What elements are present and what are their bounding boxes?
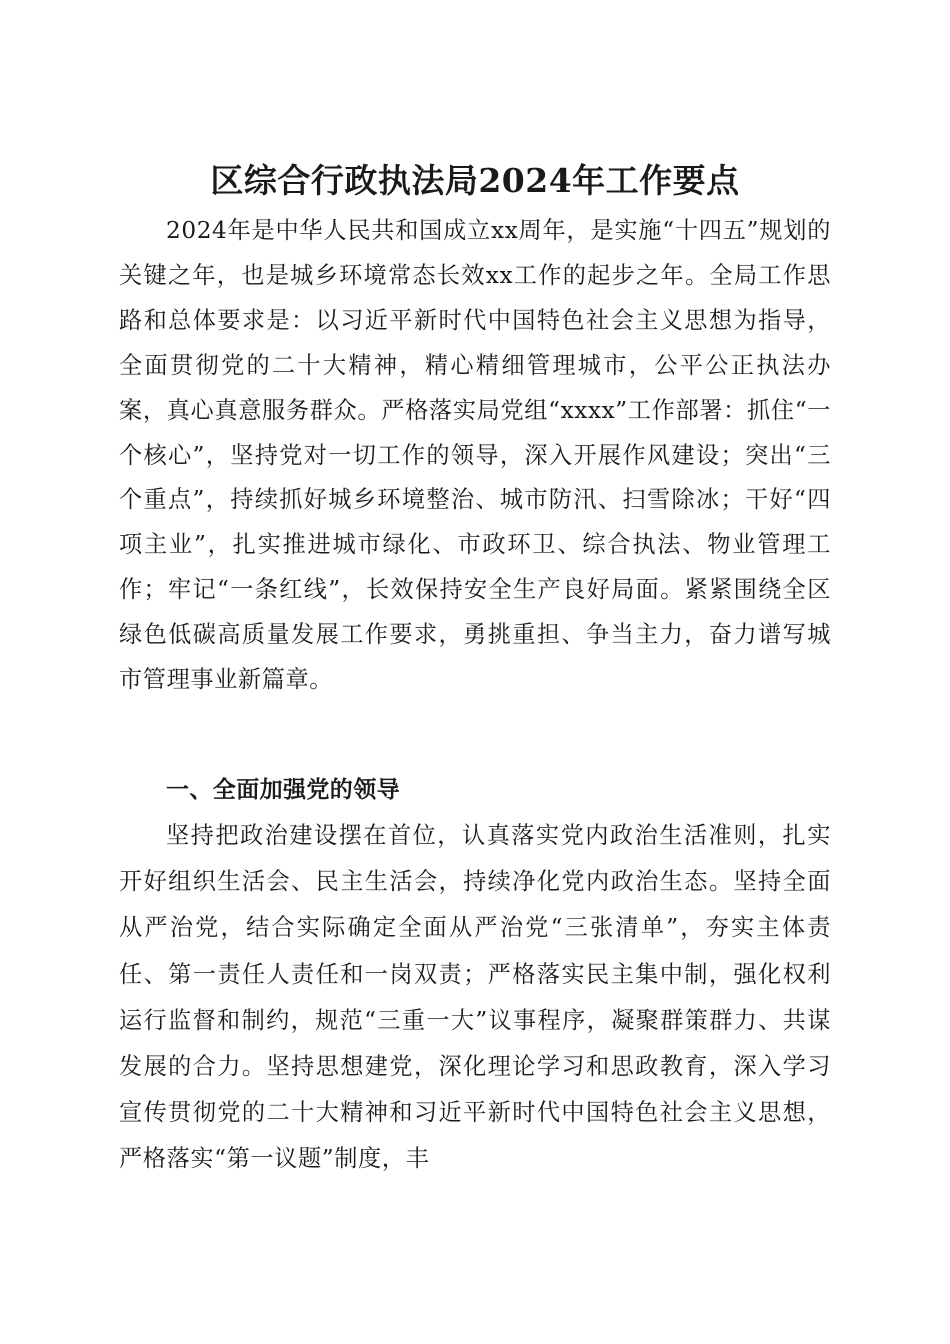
document-title: 区综合行政执法局2024年工作要点 [210,161,740,201]
intro-paragraph: 2024年是中华人民共和国成立xx周年，是实施“十四五”规划的关键之年，也是城乡环境常态长效xx工作的起步之年。全局工作思路和总体要求是：以习近平新时代中国特色社会主义思想为指导，全面贯彻党的二十大精神，精心精细管理城市，公平公正执法办案，真心真意服务群众。严格落实局党组“xxxx”工作部署：抓住“一个核心”，坚持党对一切工作的领导，深入开展作风建设；突出“三个重点”，持续抓好城乡环境整治、城市防汛、扫雪除冰；干好“四项主业”，扎实推进城市绿化、市政环卫、综合执法、物业管理工作；牢记“一条红线”，长效保持安全生产良好局面。紧紧围绕全区绿色低碳高质量发展工作要求，勇挑重担、争当主力，奋力谱写城市管理事业新篇章。 [119,217,831,694]
section-heading-1: 一、全面加强党的领导 [166,777,400,803]
section-1-paragraph: 坚持把政治建设摆在首位，认真落实党内政治生活准则，扎实开好组织生活会、民主生活会，持续净化党内政治生态。坚持全面从严治党，结合实际确定全面从严治党“三张清单”，夯实主体责任、第一责任人责任和一岗双责；严格落实民主集中制，强化权利运行监督和制约，规范“三重一大”议事程序，凝聚群策群力、共谋发展的合力。坚持思想建党，深化理论学习和思政教育，深入学习宣传贯彻党的二十大精神和习近平新时代中国特色社会主义思想，严格落实“第一议题”制度，丰 [119,822,831,1173]
